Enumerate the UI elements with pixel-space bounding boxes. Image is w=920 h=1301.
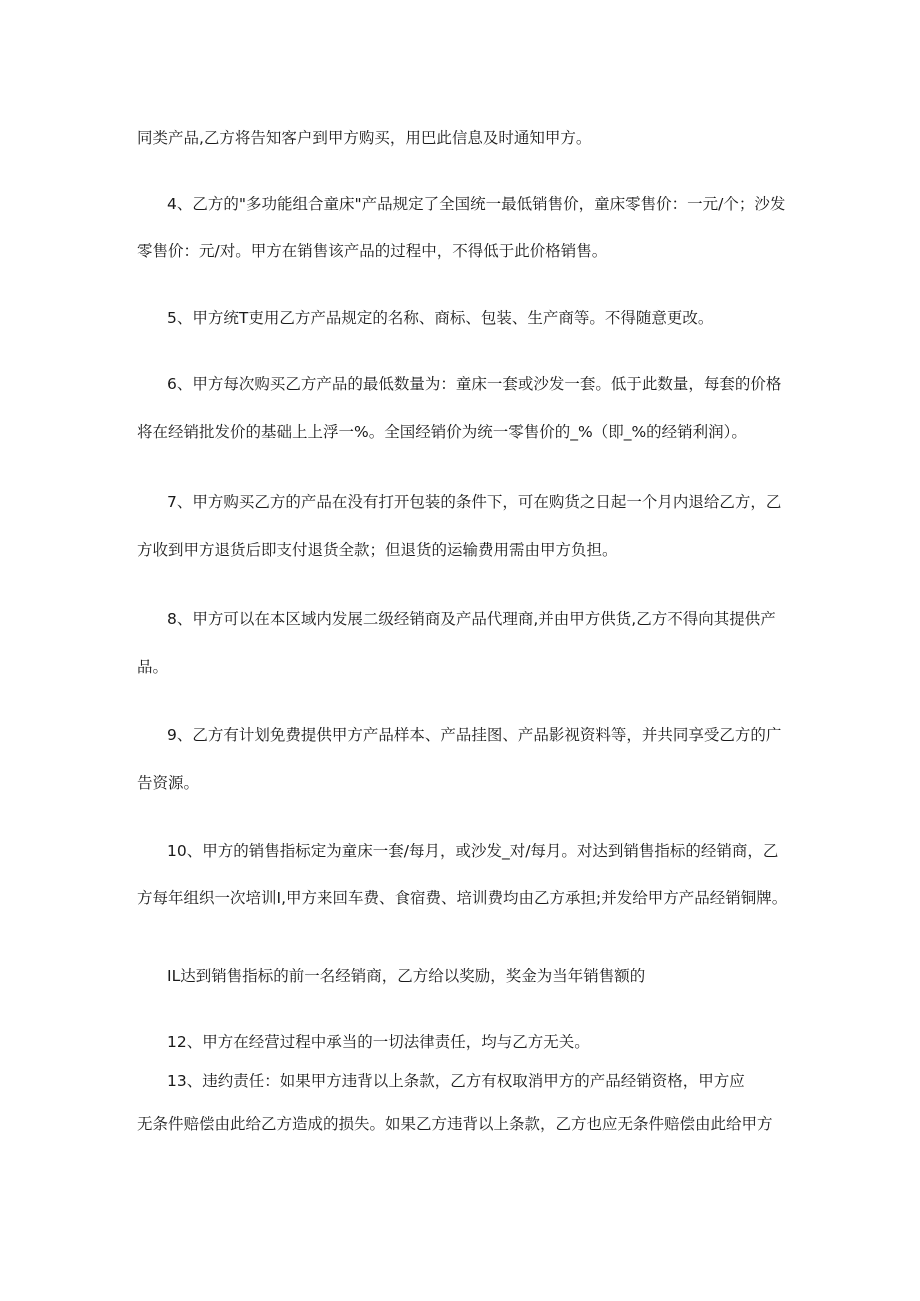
clause-7-line-1: 7、甲方购买乙方的产品在没有打开包装的条件下，可在购货之日起一个月内退给乙方，乙 bbox=[167, 493, 782, 511]
clause-10-line-1: 10、甲方的销售指标定为童床一套/每月，或沙发_对/每月。对达到销售指标的经销商，乙 bbox=[167, 842, 779, 860]
clause-7-line-2: 方收到甲方退货后即支付退货全款；但退货的运输费用需由甲方负担。 bbox=[137, 541, 618, 559]
clause-9-line-1: 9、乙方有计划免费提供甲方产品样本、产品挂图、产品影视资料等，并共同享受乙方的广 bbox=[167, 726, 782, 744]
clause-4-line-2: 零售价：元/对。甲方在销售该产品的过程中，不得低于此价格销售。 bbox=[137, 242, 608, 260]
clause-13-line-2: 无条件赔偿由此给乙方造成的损失。如果乙方违背以上条款，乙方也应无条件赔偿由此给甲方 bbox=[137, 1115, 773, 1133]
clause-13-line-1: 13、违约责任：如果甲方违背以上条款，乙方有权取消甲方的产品经销资格，甲方应 bbox=[167, 1072, 745, 1090]
clause-12-line-1: 12、甲方在经营过程中承当的一切法律责任，均与乙方无关。 bbox=[167, 1033, 590, 1051]
paragraph-3-tail: 同类产品,乙方将告知客户到甲方购买，用巴此信息及时通知甲方。 bbox=[137, 129, 592, 147]
clause-4-line-1: 4、乙方的"多功能组合童床"产品规定了全国统一最低销售价，童床零售价：一元/个；沙发 bbox=[167, 195, 786, 213]
clause-8-line-2: 品。 bbox=[137, 658, 169, 676]
clause-5-line-1: 5、甲方统T吏用乙方产品规定的名称、商标、包装、生产商等。不得随意更改。 bbox=[167, 309, 714, 327]
clause-9-line-2: 告资源。 bbox=[137, 774, 200, 792]
clause-8-line-1: 8、甲方可以在本区域内发展二级经销商及产品代理商,并由甲方供货,乙方不得向其提供产 bbox=[167, 610, 776, 628]
clause-6-line-2: 将在经销批发价的基础上上浮一%。全国经销价为统一零售价的_%（即_%的经销利润）。 bbox=[137, 423, 747, 441]
clause-6-line-1: 6、甲方每次购买乙方产品的最低数量为：童床一套或沙发一套。低于此数量，每套的价格 bbox=[167, 375, 782, 393]
clause-11-line-1: IL达到销售指标的前一名经销商，乙方给以奖励，奖金为当年销售额的 bbox=[167, 967, 646, 985]
clause-10-line-2: 方每年组织一次培训I,甲方来回车费、食宿费、培训费均由乙方承担;并发给甲方产品经销铜牌。 bbox=[137, 889, 788, 907]
